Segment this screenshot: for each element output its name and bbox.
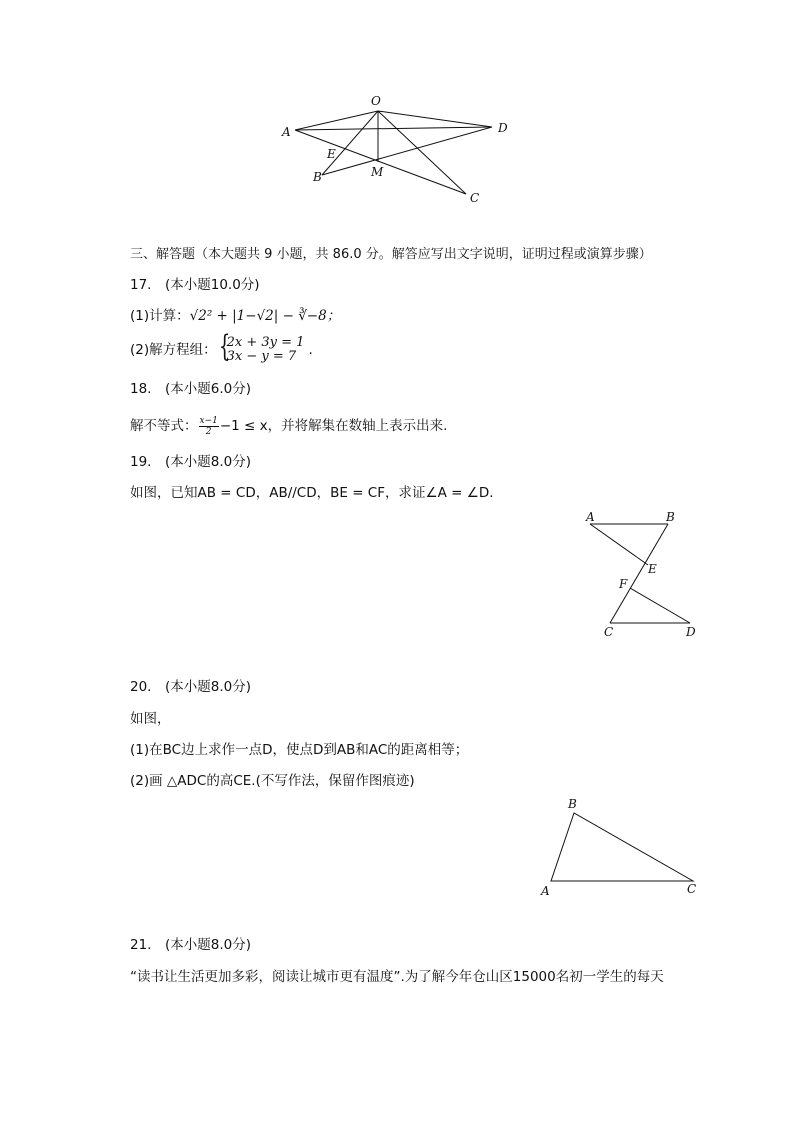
q19-header: 19. (本小题8.0分) <box>130 454 251 470</box>
label-a: A <box>282 125 291 139</box>
equation-1: 2x + 3y = 1 <box>226 335 305 350</box>
q18-text <box>130 414 447 438</box>
q18-fraction <box>199 416 219 437</box>
label-c: C <box>687 882 697 896</box>
q17-part2 <box>130 329 313 366</box>
label-b: B <box>313 170 322 184</box>
label-a: A <box>586 510 595 524</box>
triangle-abc <box>551 813 693 881</box>
segment-ad <box>295 127 492 130</box>
label-d: D <box>498 121 508 135</box>
label-b: B <box>666 510 675 524</box>
q18-fraction-numerator: x−1 <box>199 415 218 426</box>
equation-system <box>217 329 305 364</box>
segment-ae <box>590 524 648 565</box>
segment-fd <box>630 588 690 623</box>
figure-parallel-ab-cd <box>580 508 710 644</box>
q18-header: 18. (本小题6.0分) <box>130 381 251 397</box>
label-o: O <box>371 94 381 108</box>
q18-rest: −1 ≤ x，并将解集在数轴上表示出来. <box>219 418 448 434</box>
label-e: E <box>327 147 336 161</box>
label-f: F <box>619 577 628 591</box>
segment-bd <box>322 127 492 175</box>
segment-bc <box>610 524 668 623</box>
label-a: A <box>541 884 550 898</box>
segment-od <box>378 111 492 127</box>
left-brace-icon: { <box>218 329 230 364</box>
label-c: C <box>604 625 614 639</box>
q17-part1-prefix: (1)计算： <box>130 308 190 324</box>
segment-ac <box>295 130 466 194</box>
q20-intro: 如图， <box>130 711 171 727</box>
figure-triangle-abc <box>535 795 705 900</box>
label-m: M <box>371 165 384 179</box>
segment-oc <box>378 111 466 194</box>
label-d: D <box>686 625 696 639</box>
label-b: B <box>568 797 577 811</box>
equation-2: 3x − y = 7 <box>226 349 297 364</box>
q21-header: 21. (本小题8.0分) <box>130 937 251 953</box>
q17-part1 <box>130 307 340 325</box>
label-c: C <box>470 191 480 205</box>
section-heading: 三、解答题（本大题共 9 小题，共 86.0 分。解答应写出文字说明，证明过程或演算步骤） <box>130 247 652 262</box>
q20-part2: (2)画 △ADC的高CE.(不写作法，保留作图痕迹) <box>130 773 415 789</box>
q18-prefix: 解不等式： <box>130 418 198 434</box>
figure-triangles-omcd <box>270 88 530 213</box>
q21-text: “读书让生活更加多彩，阅读让城市更有温度”.为了解今年仓山区15000名初一学生的每天 <box>130 969 664 985</box>
label-e: E <box>648 562 657 576</box>
q17-part2-prefix: (2)解方程组： <box>130 342 217 358</box>
q17-header: 17. (本小题10.0分) <box>130 277 260 293</box>
q17-part2-end: . <box>308 342 313 358</box>
q20-header: 20. (本小题8.0分) <box>130 679 251 695</box>
q19-text: 如图，已知AB = CD，AB//CD，BE = CF，求证∠A = ∠D. <box>130 485 494 501</box>
q17-part1-expression: √2² + |1−√2| − ∛−8； <box>189 308 341 324</box>
q18-fraction-denominator: 2 <box>205 426 212 437</box>
q20-part1: (1)在BC边上求作一点D，使点D到AB和AC的距离相等； <box>130 742 469 758</box>
segment-oa <box>295 111 378 130</box>
